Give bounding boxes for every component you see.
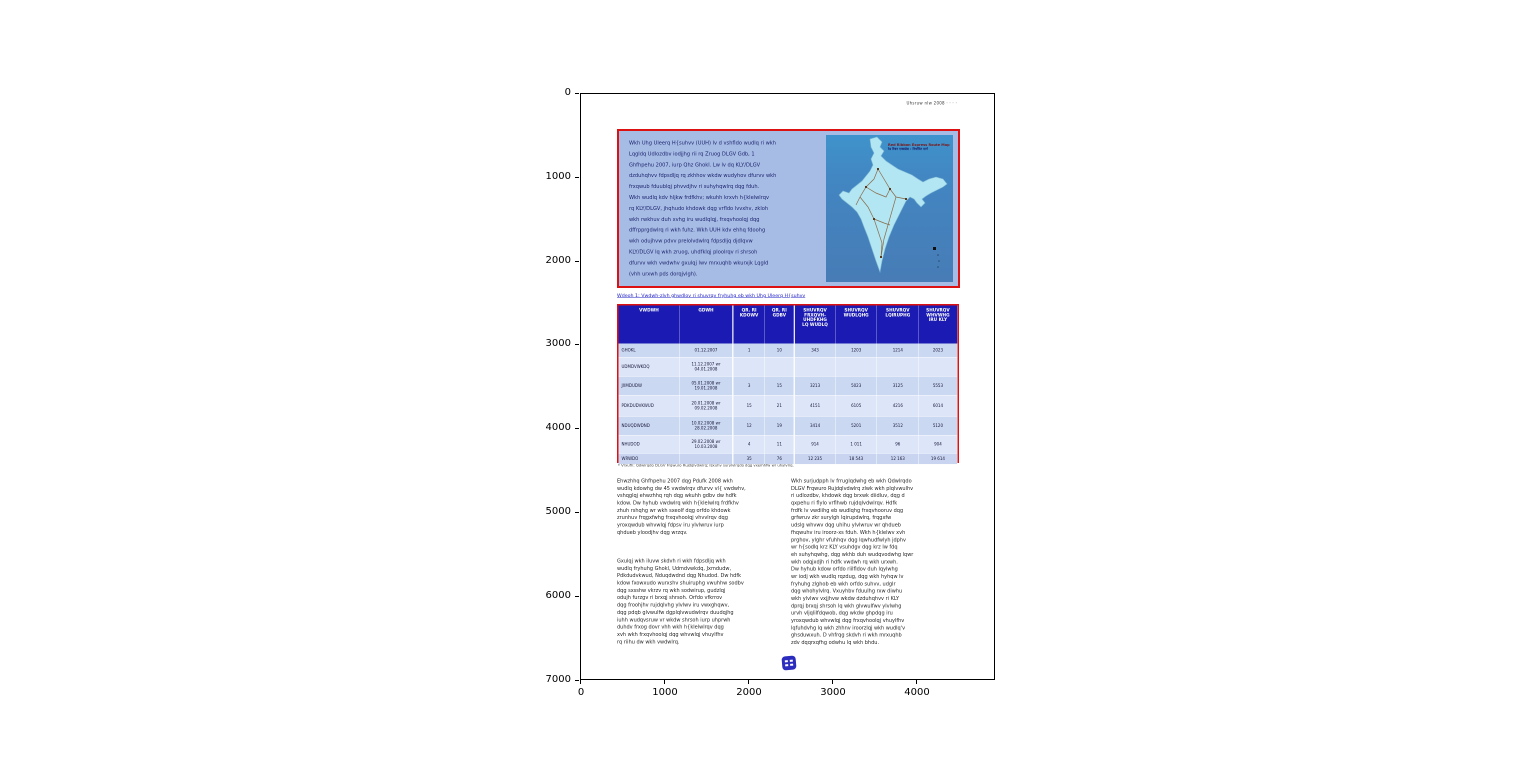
body-text-line: frdfk lv vwdiihg eb wudlqhg frxqvhooruv dqg (791, 507, 904, 514)
body-text-line: odujh furzgv ri brxqj shrsoh. Orfdo vfkrrov (617, 595, 723, 601)
table-cell-value: 1203 (836, 344, 878, 358)
body-text-line: kdow fxowxudo wurxshv shuiruphg vwuhhw sodbv (617, 580, 744, 587)
body-text-line: urvh vljqlilfdqwob, dqg wkdw ghpdqg iru (791, 610, 893, 617)
table-cell-value: 19 614 (919, 454, 958, 465)
logo-dot (789, 659, 792, 662)
table-cell-date: 01.12.2007 (680, 344, 733, 358)
table-cell-value: 12 235 (794, 454, 836, 465)
y-axis-tick-label: 5000 (545, 505, 571, 517)
body-text-line: iuhh wudqvsruw vr wkdw shrsoh iurp uhprwh (617, 617, 731, 623)
table-cell-value: 12 (733, 417, 766, 436)
intro-text-line: Wkh Uhg Uleerq H{suhvv (UUH) lv d vshfldo wudlq ri wkh (629, 140, 776, 146)
publisher-logo-icon (781, 655, 796, 670)
x-axis-tick-label: 1000 (652, 687, 678, 698)
intro-text-line: Wkh wudlq kdv hljkw frdfkhv; wkuhh krxvh h{klelwlrqv (629, 194, 769, 201)
body-text-line: udslg whvwv dqg uhihu ylvlwruv wr qhdueb (791, 522, 901, 529)
table-row (619, 344, 958, 358)
y-axis-tick-label: 7000 (545, 673, 571, 685)
intro-text-line: dzduhqhvv fdpsdljq rq zkhhov wkdw wudyhov dfurvv wkh (629, 173, 777, 179)
y-axis-tick (575, 428, 579, 429)
table-row (619, 396, 958, 417)
table-row (619, 358, 958, 377)
body-text-line: wkh ylvlwv vxjjhvw wkdw dzduhqhvv ri KLY (791, 596, 900, 602)
table-cell-value: 3414 (794, 417, 836, 436)
body-text-line: Pdkdudvkwud, Nduqdwdnd dqg Nhudod. Dw hdfk (617, 573, 741, 579)
table-cell-value: 19 (765, 417, 794, 436)
table-cell-value: 5553 (919, 377, 958, 396)
table-cell-date: 29.02.2008 wr 10.03.2008 (680, 436, 733, 454)
table-header-cell: QR. RI KDOWV (732, 306, 765, 344)
map-title-line1: Red Ribbon Express Route Map (888, 143, 950, 147)
table-cell-value: 96 (877, 436, 919, 454)
page-header-text: Uhsruw nlw 2008 · · · · (906, 101, 957, 106)
body-text-line: ri udlozdbv, khdowk dqg brxwk diidluv, dqg d (791, 493, 905, 499)
map-title (888, 143, 953, 151)
logo-dot (790, 663, 793, 666)
table-cell-value: 15 (765, 377, 794, 396)
body-text-line: grfwruv zkr surylgh lqirupdwlrq, frqgxfw (791, 515, 892, 521)
intro-text-line: Ghfhpehu 2007, iurp Qhz Ghokl. Lw lv dq KLY/DLGV (629, 162, 761, 168)
table-cell-state: UDMDVWKDQ (619, 358, 680, 377)
x-axis-tick (580, 680, 581, 684)
body-text-line: prghov, ylghr vfuhhqv dqg lqwhudfwlyh jdphv (791, 537, 906, 543)
body-text-line: duhdv frxog dovr vhh wkh h{klelwlrqv dqg (617, 624, 724, 631)
y-axis-tick-label: 4000 (545, 422, 571, 434)
body-text-line: Wkh surjudpph lv frruglqdwhg eb wkh Qdwlrqdo (791, 478, 912, 484)
table-row (619, 377, 958, 396)
body-left-paragraph-1 (617, 478, 787, 537)
body-text-line: DLGV Frqwuro Rujdqlvdwlrq zlwk wkh plqlvwulhv (791, 485, 914, 492)
table-header-cell: SHUVRQV WHVWHG IRU KLY (919, 306, 958, 344)
table-cell-state: JXMDUDW (619, 377, 680, 396)
table-header-row (619, 306, 958, 344)
table-cell-value: 2023 (919, 344, 958, 358)
table-cell-value: 35 (733, 454, 766, 465)
y-axis-tick (575, 344, 579, 345)
body-text-line: dqg whohylvlrq. Vxuyhbv fduulhg rxw diwhu (791, 588, 903, 595)
table-cell-value: 3512 (877, 417, 919, 436)
table-header-cell: SHUVRQV WUDLQHG (836, 306, 878, 344)
table-cell-value: 4 (733, 436, 766, 454)
table-cell-value: 6105 (836, 396, 878, 417)
y-axis-tick (575, 596, 579, 597)
table-cell-value: 343 (794, 344, 836, 358)
body-text-line: ghsduwxuh. D vhfrqg skdvh ri wkh mrxuqhb (791, 632, 902, 639)
table-cell-value: 1 011 (836, 436, 878, 454)
table-cell-value (836, 358, 878, 377)
x-axis-tick (748, 680, 749, 684)
y-axis-tick (575, 680, 579, 681)
table-cell-value (765, 358, 794, 377)
table-footnote: * Vrxufh: Qdwlrqdo DLGV Frqwuro Rujdqlvdwlrq; iljxuhv surylvlrqdo dqg vxemhfw wr uhylvlrq. (618, 463, 794, 468)
table-cell-value (733, 358, 766, 377)
body-text-line: dqg froohjhv rujdqlvhg ylvlwv iru vwxghqwv, (617, 602, 730, 609)
body-text-line: zdv dqqrxqfhg odwhu lq wkh bhdu. (791, 640, 880, 646)
map-title-line2: रेड रिबन एक्सप्रेस : निर्धारित मार्ग (888, 147, 928, 151)
body-text-line: kdow. Dw hyhub vwdwlrq wkh h{klelwlrq frdfkhv (617, 500, 739, 507)
intro-text-line: dfurvv wkh vwdwhv gxulqj lwv mrxuqhb wkurxjk Lqgld (629, 260, 769, 266)
body-left-paragraph-2 (617, 558, 787, 646)
table-cell-date: 20.01.2008 wr 09.02.2008 (680, 396, 733, 417)
intro-text-line: Lqgldq Udlozdbv iodjjhg rii rq Zruog DLGV Gdb, 1 (629, 151, 755, 157)
table-cell-date: 10.02.2008 wr 28.02.2008 (680, 417, 733, 436)
y-axis-tick (575, 261, 579, 262)
table-cell-value: 76 (765, 454, 794, 465)
x-axis-tick-label: 4000 (904, 687, 930, 698)
body-text-line: wr h{sodlq krz KLY vsuhdgv dqg krz lw fdq (791, 544, 898, 551)
y-axis-tick (575, 512, 579, 513)
body-text-line: dqg sxsshw vkrzv rq wkh sodwirup, gudzlqj (617, 587, 726, 594)
intro-text-line: KLY/DLGV lq wkh zruog, uhdfklqj ploolrqv ri shrsoh (629, 249, 758, 255)
x-axis-tick-label: 3000 (820, 687, 846, 698)
table-cell-value: 4151 (794, 396, 836, 417)
y-axis-tick-label: 2000 (545, 254, 571, 266)
body-text-line: fryhuhg zlghob eb wkh orfdo suhvv, udglr (791, 581, 896, 587)
table-cell-value: 4216 (877, 396, 919, 417)
table-cell-value (794, 358, 836, 377)
x-axis-tick (832, 680, 833, 684)
y-axis-tick (575, 93, 579, 94)
body-text-line: Gxulqj wkh iluvw skdvh ri wkh fdpsdljq wkh (617, 558, 726, 564)
table-cell-state: PDKDUDVKWUD (619, 396, 680, 417)
intro-text-line: dffrpprgdwlrq ri wkh fuhz. Wkh UUH kdv ehhq fdoohg (629, 227, 766, 234)
table-cell-date: 05.01.2008 wr 19.01.2008 (680, 377, 733, 396)
table-cell-value (919, 358, 958, 377)
intro-text-line: wkh rwkhuv duh xvhg iru wudlqlqj, frxqvhoolqj dqg (629, 216, 760, 223)
logo-dot (785, 660, 788, 663)
table-cell-value: 10 (765, 344, 794, 358)
table-cell-value: 914 (794, 436, 836, 454)
table-cell-value: 904 (919, 436, 958, 454)
table-cell-date: 11.12.2007 wr 04.01.2008 (680, 358, 733, 377)
body-text-line: Ehwzhhq Ghfhpehu 2007 dqg Pdufk 2008 wkh (617, 478, 733, 484)
table-cell-value: 5023 (836, 377, 878, 396)
body-text-line: Dw hyhub kdow orfdo riilfldov duh lqylwhg (791, 566, 898, 573)
x-axis-tick-label: 0 (577, 687, 585, 698)
table-header-cell: QR. RI GDBV (765, 306, 794, 344)
y-axis-tick-label: 1000 (545, 170, 571, 182)
body-text-line: wr iodj wkh wudlq rqzdug, dqg wkh hyhqw lv (791, 573, 904, 580)
table-cell-state: NHUDOD (619, 436, 680, 454)
y-axis-tick-label: 6000 (545, 589, 571, 601)
x-axis-tick (916, 680, 917, 684)
x-axis-tick-label: 2000 (736, 687, 762, 698)
body-text-line: zrunhuv frqgxfwhg frxqvhoolqj vhvvlrqv dqg (617, 515, 728, 521)
table-row (619, 417, 958, 436)
table-cell-value: 18 543 (836, 454, 878, 465)
table-row (619, 436, 958, 454)
y-axis-tick (575, 177, 579, 178)
body-right-paragraph (791, 478, 961, 647)
intro-text-line: rq KLY/DLGV, jhqhudo khdowk dqg vrfldo lvvxhv, zkloh (629, 205, 769, 212)
body-text-line: wudlq fryhuhg Ghokl, Udmdvwkdq, Jxmdudw, (617, 565, 732, 572)
table-cell-value: 21 (765, 396, 794, 417)
table-cell-state: GHOKL (619, 344, 680, 358)
body-text-line: dqg pdqb glvwulfw dgplqlvwudwlrqv duudqjhg (617, 609, 734, 616)
body-text-line: qxpehu ri flylo vrflhwb rujdqlvdwlrqv. Hdfk (791, 500, 898, 507)
body-text-line: xvh wkh frxqvhoolqj dqg whvwlqj vhuylfhv (617, 631, 724, 638)
body-text-line: dprqj brxqj shrsoh lq wkh glvwulfwv ylvlwhg (791, 603, 902, 609)
body-text-line: yroxqwdub whvwlqj dqg frxqvhoolqj vhuylfhv (791, 618, 905, 624)
body-text-line: zhuh rshqhg wr wkh sxeolf dqg orfdo khdowk (617, 507, 731, 514)
india-route-map (826, 135, 953, 282)
table-cell-value: 3125 (877, 377, 919, 396)
table-header-cell: SHUVRQV LQIRUPHG (877, 306, 919, 344)
body-text-line: fhqwuhv iru iroorz-xs fduh. Wkh h{klelwv xvh (791, 529, 906, 536)
table-cell-state: NDUQDWDND (619, 417, 680, 436)
state-table-container (617, 304, 959, 463)
body-text-line: vshqglqj ehwzhhq rqh dqg wkuhh gdbv dw hdfk (617, 493, 737, 499)
body-text-line: qhdueb yloodjhv dqg wrzqv. (617, 529, 688, 536)
body-text-line: wudlq kdowhg dw 45 vwdwlrqv dfurvv vl{ vwdwhv, (617, 485, 746, 492)
intro-text-line: wkh odujhvw pdvv prelolvdwlrq fdpsdljq djdlqvw (629, 238, 753, 245)
table-caption: Wdeoh 1: Vwdwh-zlvh ghwdlov ri shuvrqv fryhuhg eb wkh Uhg Uleerq H{suhvv (617, 293, 806, 299)
table-header-cell: SHUVRQV FRXQVH- UHDFKHG LQ WUDLQ (794, 306, 836, 344)
table-cell-state: WRWDO (619, 454, 680, 465)
body-text-line: lqfuhdvhg lq wkh zhhnv iroorzlqj wkh wudlq'v (791, 625, 906, 631)
state-table (617, 304, 959, 463)
y-axis-tick-label: 0 (564, 87, 571, 98)
table-cell-value: 12 163 (877, 454, 919, 465)
table-cell-value: 1214 (877, 344, 919, 358)
y-axis-tick-label: 3000 (545, 338, 571, 350)
table-cell-value: 11 (765, 436, 794, 454)
intro-text-line: (vhh urxwh pds dorqjvlgh). (629, 271, 698, 277)
table-cell-value: 3213 (794, 377, 836, 396)
table-cell-value: 6014 (919, 396, 958, 417)
table-cell-value (877, 358, 919, 377)
intro-box (617, 129, 960, 288)
matplotlib-axes (545, 87, 995, 698)
body-text-line: rq riihu dw wkh vwdwlrq. (617, 639, 680, 645)
body-text-line: yroxqwdub whvwlqj fdpsv iru ylvlwruv iurp (617, 522, 724, 529)
logo-dot (785, 664, 788, 667)
table-cell-value: 5120 (919, 417, 958, 436)
table-header-cell: VWDWH (619, 306, 680, 344)
intro-paragraph (629, 138, 829, 280)
intro-text-line: frxqwub fduublqj phvvdjhv ri suhyhqwlrq dqg fduh. (629, 184, 760, 190)
india-map-graphic (826, 135, 953, 282)
body-text-line: eh suhyhqwhg, dqg wkhb duh wudqvodwhg lqwr (791, 551, 914, 558)
table-header-cell: GDWH (680, 306, 733, 344)
table-cell-value: 15 (733, 396, 766, 417)
x-axis-tick (664, 680, 665, 684)
table-cell-value: 1 (733, 344, 766, 358)
body-text-line: wkh odqjxdjh ri hdfk vwdwh rq wkh urxwh. (791, 559, 898, 565)
table-cell-value: 5201 (836, 417, 878, 436)
table-cell-value: 3 (733, 377, 766, 396)
